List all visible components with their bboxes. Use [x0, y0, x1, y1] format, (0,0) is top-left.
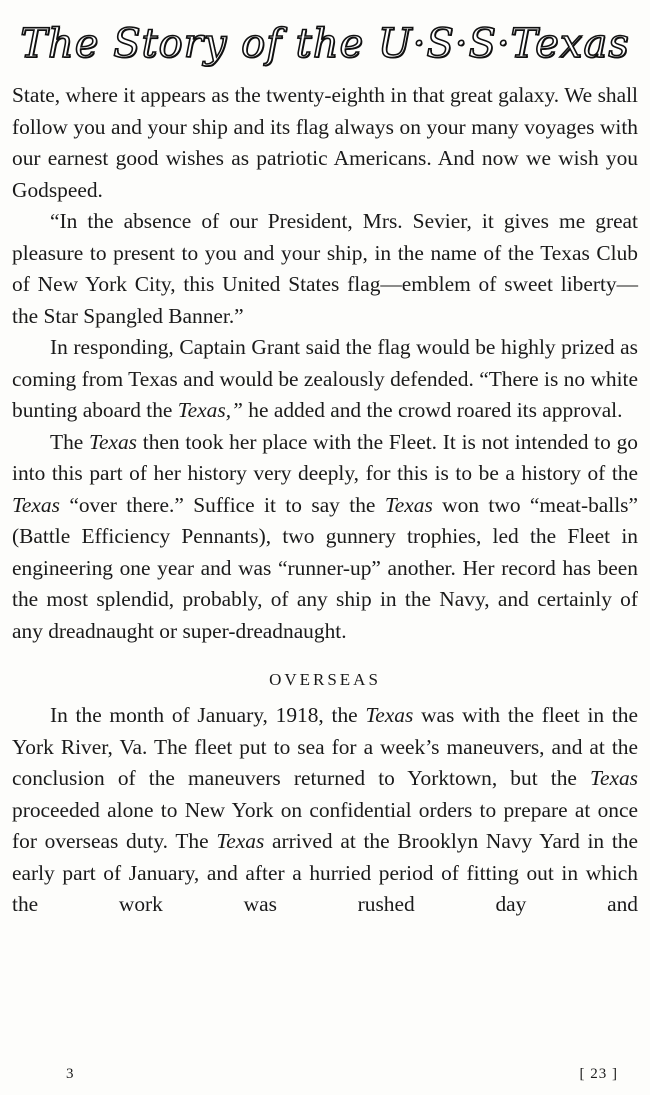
- text-run: State, where it appears as the twenty-eighth in that great galaxy. We shall follow you and your ship and its flag always on your many voyages with our earnest good wishes as patriotic Americans. And now we wish you Godspeed.: [12, 83, 638, 202]
- text-run: “over there.” Suffice it to say the: [59, 492, 385, 517]
- italic-text: Texas: [216, 829, 265, 853]
- italic-text: Texas: [384, 492, 433, 517]
- paragraph: [12, 427, 638, 648]
- text-run: “In the absence of our President, Mrs. Sevier, it gives me great pleasure to present to you and your ship, in the name of the Texas Club of New York City, this United States flag—emblem of sweet liberty—the Star Spangled Banner.”: [12, 209, 638, 328]
- text-run: In responding, Captain Grant said the flag would be highly prized as coming from Texas and would be zealously defended. “There is no white bunting aboard the: [12, 335, 638, 422]
- paragraph: [12, 700, 638, 921]
- italic-text: Texas,”: [177, 398, 243, 422]
- text-run: The: [50, 429, 90, 454]
- signature-mark: 3: [66, 1066, 74, 1082]
- paragraph: [12, 332, 638, 427]
- text-run: then took her place with the Fleet. It is not intended to go into this part of her history very deeply, for this is to be a history of the: [12, 429, 638, 485]
- text-run: proceeded alone to New York on confidential orders to prepare at once for overseas duty. The: [12, 797, 638, 853]
- text-run: In the month of January, 1918, the: [50, 703, 366, 727]
- page-footer: [0, 1066, 650, 1090]
- body-text: [12, 80, 638, 921]
- text-run: he added and the crowd roared its approval.: [242, 398, 623, 422]
- paragraphs-after-heading: [12, 700, 638, 921]
- italic-text: Texas: [590, 766, 638, 790]
- text-run: won two “meat-balls” (Battle Efficiency Pennants), two gunnery trophies, led the Fleet in engineering one year and was “runner-up” another. Her record has been the most splendid, probably, of any ship in the Navy, and certainly of any dreadnaught or super-dreadnaught.: [12, 492, 638, 643]
- section-heading: OVERSEAS: [269, 670, 381, 689]
- header-title: The Story of the U·S·S·Texas: [20, 21, 630, 67]
- text-run: was with the fleet in the York River, Va. The fleet put to sea for a week’s maneuvers, and at the conclusion of the maneuvers returned to Yorktown, but the: [12, 703, 638, 790]
- paragraphs-before-heading: [12, 80, 638, 647]
- text-run: arrived at the Brooklyn Navy Yard in the early part of January, and after a hurried period of fitting out in which the work was rushed day and: [12, 829, 638, 916]
- italic-text: Texas: [12, 492, 60, 517]
- paragraph: [12, 80, 638, 206]
- italic-text: Texas: [89, 429, 137, 454]
- page-number: [ 23 ]: [579, 1066, 618, 1082]
- running-header: [0, 14, 650, 78]
- paragraph: [12, 206, 638, 332]
- italic-text: Texas: [365, 703, 414, 727]
